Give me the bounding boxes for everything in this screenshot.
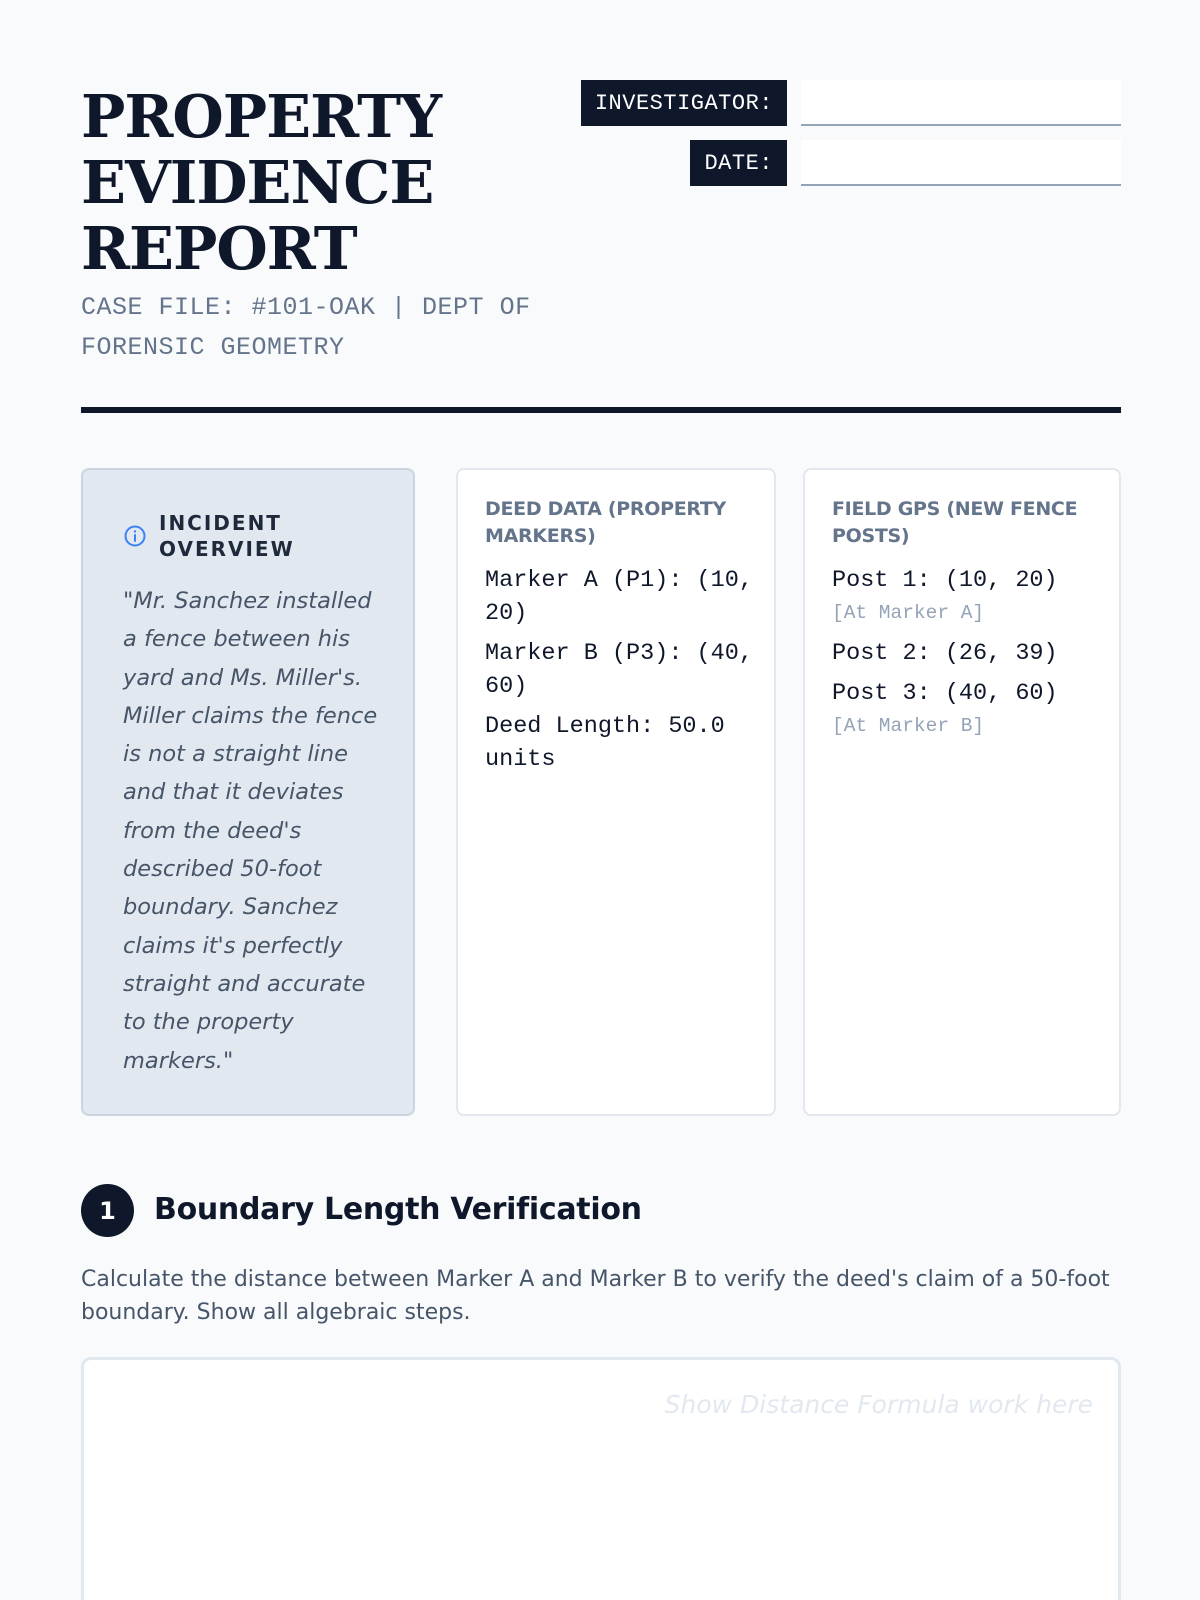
incident-overview-title: INCIDENT OVERVIEW	[159, 511, 295, 561]
deed-data-title: DEED DATA (PROPERTY MARKERS)	[485, 498, 727, 547]
deed-data-card	[456, 468, 776, 1116]
investigator-label: INVESTIGATOR:	[581, 80, 787, 126]
investigator-field-row	[581, 80, 1121, 126]
date-label: DATE:	[690, 140, 787, 186]
incident-overview-card	[81, 468, 415, 1116]
distance-work-area[interactable]	[81, 1357, 1121, 1600]
gps-post-3-note: [At Marker B]	[832, 715, 985, 737]
deed-marker-b: Marker B (P3): (40, 60)	[485, 640, 753, 700]
info-icon	[123, 524, 147, 548]
field-gps-title: FIELD GPS (NEW FENCE POSTS)	[832, 498, 1078, 547]
date-input[interactable]	[801, 140, 1121, 186]
section-title: Boundary Length Verification	[154, 1192, 642, 1227]
incident-overview-quote: "Mr. Sanchez installed a fence between his yard and Ms. Miller's. Miller claims the fence is not a straight line and that it deviates from the deed's described 50-foot boundary. Sanchez claims it's perfectly straight and accurate to the property markers."	[123, 588, 378, 1074]
deed-marker-a: Marker A (P1): (10, 20)	[485, 567, 753, 627]
incident-overview-header	[123, 510, 383, 562]
deed-length: Deed Length: 50.0 units	[485, 713, 725, 773]
work-area-placeholder: Show Distance Formula work here	[664, 1390, 1093, 1419]
investigator-input[interactable]	[801, 80, 1121, 126]
section-description: Calculate the distance between Marker A and Marker B to verify the deed's claim of a 50-foot boundary. Show all algebraic steps.	[81, 1267, 1110, 1325]
step-number-badge: 1	[81, 1184, 134, 1237]
gps-post-3: Post 3: (40, 60)	[832, 680, 1058, 707]
date-field-row	[690, 140, 1121, 186]
header-divider	[81, 407, 1121, 413]
gps-post-2: Post 2: (26, 39)	[832, 640, 1058, 667]
report-header	[81, 80, 1121, 380]
field-gps-card	[803, 468, 1121, 1116]
case-file-label: CASE FILE: #101-OAK | DEPT OF FORENSIC GEOMETRY	[81, 293, 531, 362]
page-title: PROPERTY EVIDENCE REPORT	[81, 82, 442, 283]
gps-post-1-note: [At Marker A]	[832, 602, 985, 624]
gps-post-1: Post 1: (10, 20)	[832, 567, 1058, 594]
